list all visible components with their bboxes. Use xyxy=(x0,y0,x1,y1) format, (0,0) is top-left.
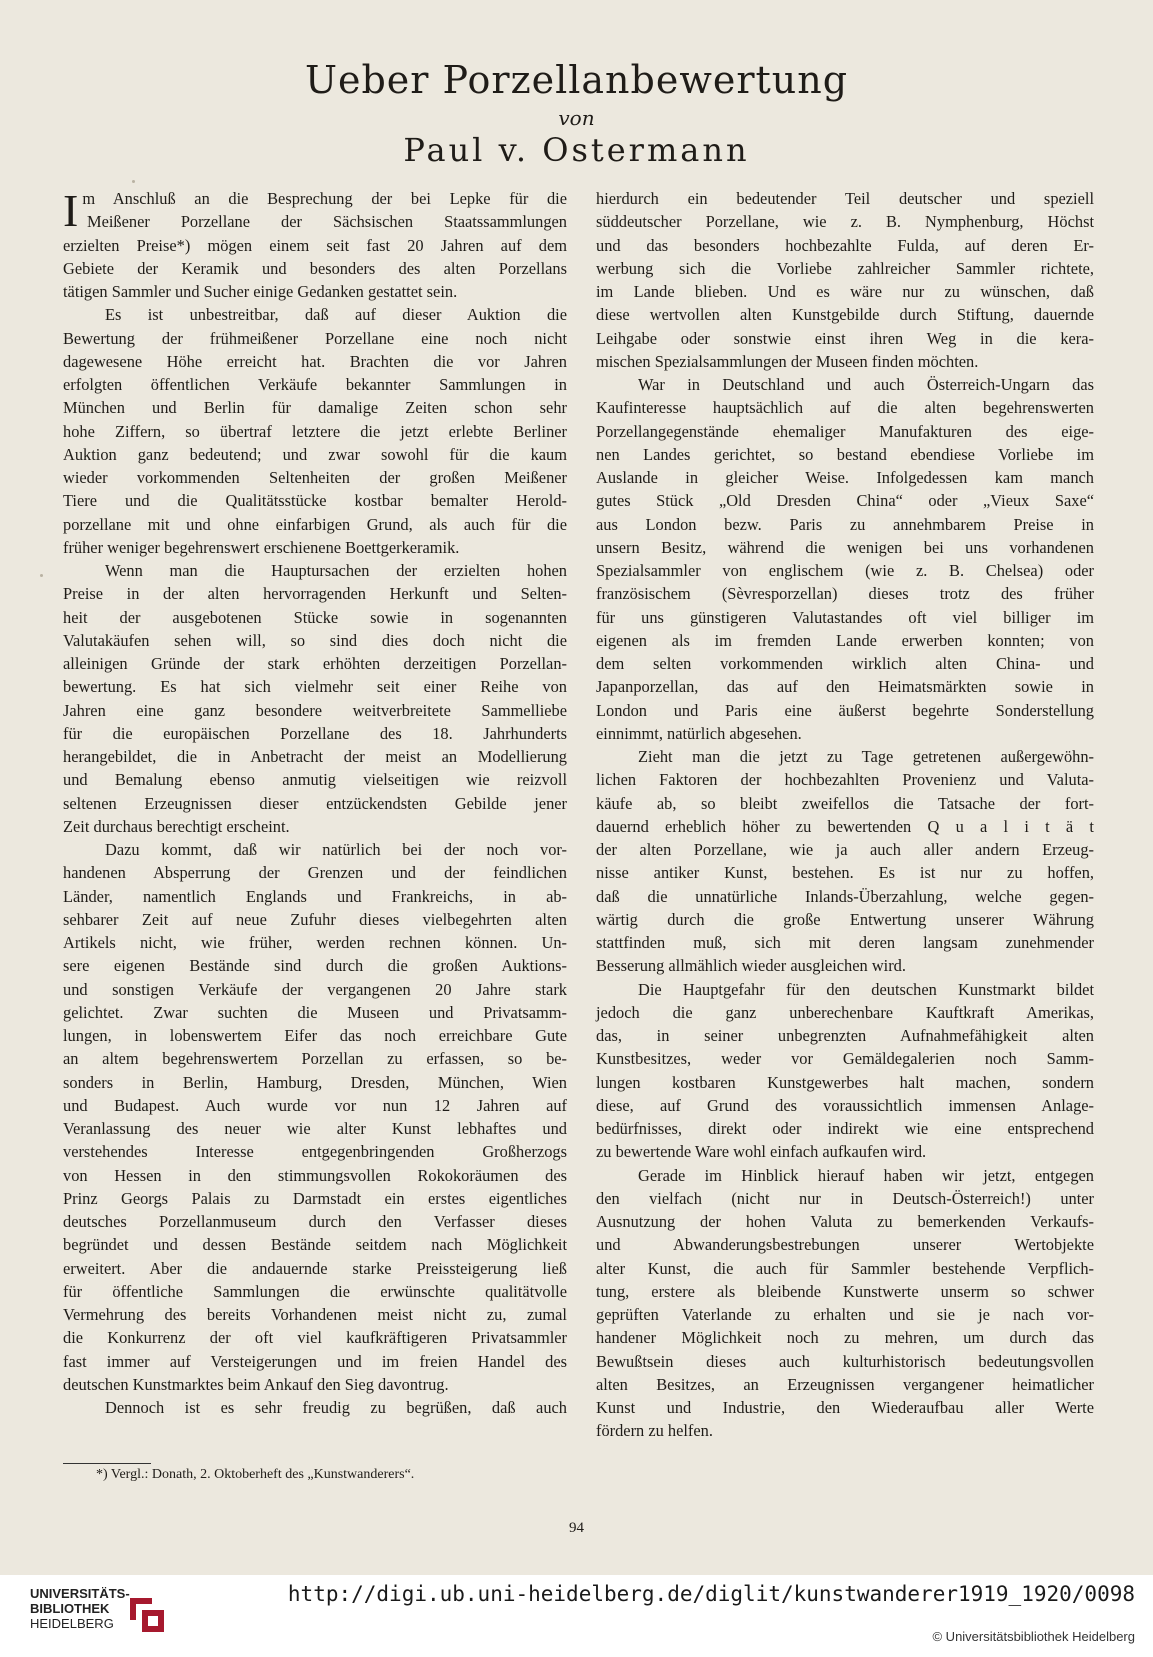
line-text: Spezialsammler von englischem (wie z. B. Chelsea) oder xyxy=(596,561,1094,580)
text-line xyxy=(596,861,1094,884)
line-text: Kaufinteresse hauptsächlich auf die alten begehrenswerten xyxy=(596,398,1094,418)
line-text: hierdurch ein bedeutender Teil deutscher und speziell xyxy=(596,189,1094,208)
line-text: erfolgten öffentlichen Verkäufe bekannter Sammlungen in xyxy=(63,375,567,394)
text-line xyxy=(63,420,567,443)
text-line xyxy=(63,350,567,373)
text-line xyxy=(63,768,567,791)
line-text: früher weniger begehrenswert erschienene Boettgerkeramik. xyxy=(63,537,460,557)
text-line xyxy=(63,1326,567,1349)
line-text: sonders in Berlin, Hamburg, Dresden, München, Wien xyxy=(63,1072,567,1092)
text-line xyxy=(596,629,1094,652)
line-text: alten Besitzes, an Erzeugnissen vergangener heimatlicher xyxy=(596,1374,1094,1394)
line-text: tung, erstere als bleibende Kunstwerte unserm so schwer xyxy=(596,1281,1094,1301)
text-line xyxy=(596,1396,1094,1419)
text-line xyxy=(596,187,1094,210)
text-line xyxy=(596,396,1094,419)
line-text: Zieht man die jetzt zu Tage getretenen außergewöhn- xyxy=(638,747,1094,766)
line-text: sere eigenen Bestände sind durch die großen Auktions- xyxy=(63,956,567,976)
scan-speck xyxy=(132,180,135,183)
line-text: sehbarer Zeit auf neue Zufuhr dieses vielbegehrten alten xyxy=(63,909,567,929)
line-text: französischem (Sèvresporzellan) dieses trotz des früher xyxy=(596,584,1094,604)
text-line xyxy=(596,699,1094,722)
text-line xyxy=(596,954,1094,977)
line-text: Prinz Georgs Palais zu Darmstadt ein erstes eigentliches xyxy=(63,1188,567,1208)
line-text: Valutakäufen sehen will, so sind dies doch nicht die xyxy=(63,630,567,650)
text-line xyxy=(596,210,1094,233)
text-line xyxy=(596,885,1094,908)
digital-library-url[interactable]: http://digi.ub.uni-heidelberg.de/diglit/kunstwanderer1919_1920/0098 xyxy=(287,1582,1135,1606)
text-line xyxy=(63,1164,567,1187)
line-text: Kunst und Industrie, den Wiederaufbau aller Werte xyxy=(596,1398,1094,1417)
text-line xyxy=(596,652,1094,675)
line-text: und sonstigen Verkäufe der vergangenen 20 Jahre stark xyxy=(63,979,567,999)
text-line xyxy=(63,978,567,1001)
text-line xyxy=(63,792,567,815)
line-text: alter Kunst, die auch für Sammler bestehende Verpflich- xyxy=(596,1258,1094,1278)
text-line xyxy=(63,606,567,629)
line-text: porzellane mit und ohne einfarbigen Grund, als auch für die xyxy=(63,514,567,534)
line-text: mischen Spezialsammlungen der Museen finden möchten. xyxy=(596,351,979,371)
text-line xyxy=(596,792,1094,815)
text-line xyxy=(596,327,1094,350)
text-line xyxy=(63,745,567,768)
line-text: Japanporzellan, das auf den Heimatsmärkten sowie in xyxy=(596,677,1094,697)
text-line xyxy=(63,582,567,605)
line-text: und Abwanderungsbestrebungen unserer Wertobjekte xyxy=(596,1235,1094,1255)
left-column xyxy=(63,187,567,1419)
text-line xyxy=(596,722,1094,745)
line-text: Veranlassung des neuer wie alter Kunst lebhaftes und xyxy=(63,1119,567,1138)
text-line xyxy=(596,280,1094,303)
line-text: War in Deutschland und auch Österreich-Ungarn das xyxy=(638,375,1094,394)
text-line xyxy=(63,466,567,489)
line-text: London und Paris eine äußerst begehrte Sonderstellung xyxy=(596,700,1094,720)
text-line xyxy=(63,861,567,884)
line-text: werbung sich die Vorliebe zahlreicher Sammler richtete, xyxy=(596,258,1094,278)
byline-von: von xyxy=(558,106,595,130)
line-text: den vielfach (nicht nur in Deutsch-Österreich!) unter xyxy=(596,1188,1094,1208)
text-line xyxy=(596,1280,1094,1303)
text-line xyxy=(596,606,1094,629)
text-line xyxy=(596,1071,1094,1094)
text-line xyxy=(63,815,567,838)
copyright-notice: © Universitätsbibliothek Heidelberg xyxy=(932,1629,1135,1644)
text-line xyxy=(63,629,567,652)
text-line xyxy=(63,489,567,512)
line-text: die Konkurrenz der oft viel kaufkräftigeren Privatsammler xyxy=(63,1328,567,1348)
line-text: tätigen Sammler und Sucher einige Gedanken gestattet sein. xyxy=(63,282,458,301)
footnote: *) Vergl.: Donath, 2. Oktoberheft des „Kunstwanderers“. xyxy=(96,1467,415,1482)
line-text: Gerade im Hinblick hierauf haben wir jetzt, entgegen xyxy=(638,1165,1094,1185)
line-text: Auktion ganz bedeutend; und zwar sowohl für die kaum xyxy=(63,444,567,464)
text-line xyxy=(596,1326,1094,1349)
line-text: handenen Absperrung der Grenzen und der feindlichen xyxy=(63,863,567,883)
line-text: Bewertung der frühmeißener Porzellane eine noch nicht xyxy=(63,328,567,348)
text-line xyxy=(596,1187,1094,1210)
text-line xyxy=(596,513,1094,536)
line-text: Ausnutzung der hohen Valuta zu bemerkenden Verkaufs- xyxy=(596,1212,1094,1231)
text-line xyxy=(63,699,567,722)
text-line xyxy=(63,1187,567,1210)
line-text: Es ist unbestreitbar, daß auf dieser Auktion die xyxy=(105,305,567,325)
line-text: Dennoch ist es sehr freudig zu begrüßen, daß auch xyxy=(105,1398,567,1417)
text-line xyxy=(63,675,567,698)
text-line xyxy=(63,1233,567,1256)
line-text: stattfinden muß, sich mit deren langsam zunehmender xyxy=(596,933,1094,952)
line-text: herangebildet, die in Anbetracht der meist an Modellierung xyxy=(63,747,567,766)
text-line xyxy=(596,257,1094,280)
drop-cap: I xyxy=(63,185,79,236)
line-text: für die europäischen Porzellane des 18. Jahrhunderts xyxy=(63,723,567,743)
line-text: Porzellangegenstände ehemaliger Manufakturen des eige- xyxy=(596,421,1094,441)
line-text: Bewußtsein dieses auch kulturhistorisch bedeutungsvollen xyxy=(596,1351,1094,1371)
text-line xyxy=(63,443,567,466)
line-text: und das besonders hochbezahlte Fulda, auf deren Er- xyxy=(596,235,1094,255)
line-text: lungen, in lobenswertem Eifer das noch erreichbare Gute xyxy=(63,1026,567,1045)
text-line xyxy=(63,1350,567,1373)
library-name xyxy=(30,1586,130,1631)
text-line xyxy=(63,280,567,303)
line-text: Wenn man die Hauptursachen der erzielten hohen xyxy=(105,561,567,580)
line-text: München und Berlin für damalige Zeiten schon sehr xyxy=(63,398,567,418)
line-text: Länder, namentlich Englands und Frankreichs, in ab- xyxy=(63,886,567,906)
line-text: zu bewertende Ware wohl einfach aufkaufen wird. xyxy=(596,1142,927,1162)
line-text: erweitert. Aber die andauernde starke Preissteigerung ließ xyxy=(63,1258,567,1278)
line-text: bedürfnisses, direkt oder indirekt wie eine entsprechend xyxy=(596,1119,1094,1138)
text-line xyxy=(63,1373,567,1396)
line-text: Die Hauptgefahr für den deutschen Kunstmarkt bildet xyxy=(638,979,1094,999)
library-line: BIBLIOTHEK xyxy=(30,1601,110,1616)
text-line xyxy=(596,489,1094,512)
line-text: Leihgabe oder sonstwie einst ihren Weg in die kera- xyxy=(596,328,1094,348)
text-line xyxy=(63,1280,567,1303)
line-text: unsern Besitz, während die wenigen bei uns vorhandenen xyxy=(596,537,1094,557)
text-line xyxy=(63,513,567,536)
text-line xyxy=(63,1047,567,1070)
text-line xyxy=(596,1419,1094,1442)
text-line xyxy=(596,466,1094,489)
text-line xyxy=(63,1303,567,1326)
text-line xyxy=(63,1396,567,1419)
text-line xyxy=(596,443,1094,466)
text-line xyxy=(63,303,567,326)
line-text: und Bemalung ebenso anmutig vielseitigen wie reizvoll xyxy=(63,770,567,790)
line-text: verstehendes Interesse entgegenbringenden Großherzogs xyxy=(63,1142,567,1162)
text-line xyxy=(596,1001,1094,1024)
text-line xyxy=(596,1257,1094,1280)
text-line xyxy=(596,1047,1094,1070)
line-text: fördern zu helfen. xyxy=(596,1421,713,1441)
text-line xyxy=(63,1001,567,1024)
line-text: lichen Faktoren der hochbezahlten Provenienz und Valuta- xyxy=(596,770,1094,790)
line-text: jedoch die ganz unberechenbare Kauftkraft Amerikas, xyxy=(596,1002,1094,1022)
text-line xyxy=(596,559,1094,582)
text-line xyxy=(596,745,1094,768)
line-text: Jahren eine ganz besondere weitverbreitete Sammelliebe xyxy=(63,700,567,720)
library-line: HEIDELBERG xyxy=(30,1616,114,1631)
line-text: alleinigen Gründe der stark erhöhten derzeitigen Porzellan- xyxy=(63,654,567,673)
line-text: dem selten vorkommenden wirklich alten China- und xyxy=(596,654,1094,673)
text-line xyxy=(596,815,1094,838)
text-line xyxy=(63,373,567,396)
line-text: für uns günstigeren Valutastandes oft viel billiger im xyxy=(596,607,1094,627)
line-text: und Budapest. Auch wurde vor nun 12 Jahren auf xyxy=(63,1095,567,1115)
line-text: an altem begehrenswertem Porzellan zu erfassen, so be- xyxy=(63,1049,567,1069)
text-line xyxy=(63,327,567,350)
text-line xyxy=(63,257,567,280)
line-text: für öffentliche Sammlungen die erwünschte qualitätvolle xyxy=(63,1281,567,1301)
text-line xyxy=(596,1024,1094,1047)
line-text: seltenen Erzeugnissen dieser entzückendsten Gebilde jener xyxy=(63,793,567,813)
line-text: erzielten Preise*) mögen einem seit fast 20 Jahren auf dem xyxy=(63,235,567,255)
line-text: im Lande blieben. Und es wäre nur zu wünschen, daß xyxy=(596,282,1094,301)
text-line xyxy=(596,1373,1094,1396)
text-line xyxy=(63,838,567,861)
line-text: Tiere und die Qualitätsstücke kostbar bemalter Herold- xyxy=(63,491,567,511)
scan-speck xyxy=(40,574,43,577)
text-line xyxy=(63,954,567,977)
text-line xyxy=(63,722,567,745)
line-text: Gebiete der Keramik und besonders des alten Porzellans xyxy=(63,258,567,278)
text-line xyxy=(596,582,1094,605)
text-line xyxy=(596,1117,1094,1140)
text-line xyxy=(63,396,567,419)
line-text: Vermehrung des bereits Vorhandenen meist nicht zu, zumal xyxy=(63,1305,567,1324)
line-text: heit der ausgebotenen Stücke sowie in sogenannten xyxy=(63,607,567,627)
text-line xyxy=(596,931,1094,954)
line-text: käufe ab, so bleibt zweifellos die Tatsache der fort- xyxy=(596,793,1094,813)
line-text: eigenen als im fremden Lande erwerben konnten; von xyxy=(596,630,1094,650)
right-column xyxy=(596,187,1094,1443)
line-text: nen Landes gerichtet, so bestand ebendiese Vorliebe im xyxy=(596,444,1094,464)
line-text: fast immer auf Versteigerungen und im freien Handel des xyxy=(63,1351,567,1371)
line-text: das, in seiner unbegrenzten Aufnahmefähigkeit alten xyxy=(596,1026,1094,1045)
text-line xyxy=(63,559,567,582)
line-text: von Hessen in den stimmungsvollen Rokokoräumen des xyxy=(63,1165,567,1185)
library-line: UNIVERSITÄTS- xyxy=(30,1586,130,1601)
text-line xyxy=(596,908,1094,931)
text-line xyxy=(63,1140,567,1163)
text-line xyxy=(596,1350,1094,1373)
text-line xyxy=(596,1140,1094,1163)
line-text: geprüften Vaterlande zu erhalten und sie je nach vor- xyxy=(596,1305,1094,1324)
text-line xyxy=(63,931,567,954)
text-line xyxy=(63,1024,567,1047)
line-text: handener Möglichkeit noch zu mehren, um durch das xyxy=(596,1328,1094,1348)
line-text: Auslande in gleicher Weise. Infolgedessen kam manch xyxy=(596,468,1094,487)
text-line xyxy=(596,303,1094,326)
line-text: Artikels nicht, wie früher, werden rechnen können. Un- xyxy=(63,933,567,952)
line-text: Besserung allmählich wieder ausgleichen wird. xyxy=(596,956,906,976)
line-text: bewertung. Es hat sich vielmehr seit einer Reihe von xyxy=(63,677,567,697)
line-text: Dazu kommt, daß wir natürlich bei der noch vor- xyxy=(105,840,567,859)
article-title: Ueber Porzellanbewertung xyxy=(304,58,849,102)
line-text: diese wertvollen alten Kunstgebilde durch Stiftung, dauernde xyxy=(596,305,1094,325)
line-text: nisse antiker Kunst, bestehen. Es ist nur zu hoffen, xyxy=(596,863,1094,883)
text-line xyxy=(596,978,1094,1001)
line-text: diese, auf Grund des voraussichtlich immensen Anlage- xyxy=(596,1095,1094,1115)
text-line xyxy=(63,885,567,908)
text-line xyxy=(596,420,1094,443)
line-text: hohe Ziffern, so übertraf letztere die jetzt erlebte Berliner xyxy=(63,421,567,441)
text-line xyxy=(596,768,1094,791)
line-text: Meißener Porzellane der Sächsischen Staatssammlungen xyxy=(87,212,567,232)
text-line xyxy=(63,1071,567,1094)
line-text: gelichtet. Zwar suchten die Museen und Privatsamm- xyxy=(63,1002,567,1022)
text-line xyxy=(596,1094,1094,1117)
library-logo[interactable] xyxy=(30,1586,210,1644)
line-text: aus London bezw. Paris zu annehmbarem Preise in xyxy=(596,514,1094,534)
text-line xyxy=(63,234,567,257)
line-text: Zeit durchaus berechtigt erscheint. xyxy=(63,816,290,836)
text-line xyxy=(63,1094,567,1117)
line-text: einnimmt, natürlich abgesehen. xyxy=(596,723,802,743)
line-text: Preise in der alten hervorragenden Herkunft und Selten- xyxy=(63,584,567,604)
text-line xyxy=(596,1233,1094,1256)
footnote-rule xyxy=(63,1463,151,1464)
line-text: Kunstbesitzes, weder vor Gemäldegalerien noch Samm- xyxy=(596,1049,1094,1069)
text-line xyxy=(63,1117,567,1140)
line-text: deutsches Porzellanmuseum durch den Verfasser dieses xyxy=(63,1212,567,1231)
text-line xyxy=(596,234,1094,257)
text-line xyxy=(596,1164,1094,1187)
line-text: süddeutscher Porzellane, wie z. B. Nymphenburg, Höchst xyxy=(596,212,1094,232)
line-text: begründet und dessen Bestände seitdem nach Möglichkeit xyxy=(63,1235,567,1255)
text-line xyxy=(596,350,1094,373)
line-text: dauernd erheblich höher zu bewertenden Q u a l i t ä t xyxy=(596,816,1094,836)
text-line xyxy=(63,908,567,931)
text-line xyxy=(63,536,567,559)
text-line xyxy=(63,1257,567,1280)
line-text: gutes Stück „Old Dresden China“ oder „Vieux Saxe“ xyxy=(596,491,1094,511)
text-line xyxy=(596,1303,1094,1326)
text-line xyxy=(63,1210,567,1233)
line-text: m Anschluß an die Besprechung der bei Lepke für die xyxy=(82,189,567,208)
line-text: dagewesene Höhe erreicht hat. Brachten die vor Jahren xyxy=(63,351,567,371)
line-text: wärtig durch die große Entwertung unserer Währung xyxy=(596,909,1094,929)
line-text: lungen kostbaren Kunstgewerbes halt machen, sondern xyxy=(596,1072,1094,1092)
text-line xyxy=(63,652,567,675)
line-text: wieder vorkommenden Seltenheiten der großen Meißener xyxy=(63,468,567,487)
text-line xyxy=(63,210,567,233)
article-author: Paul v. Ostermann xyxy=(403,131,750,169)
text-line xyxy=(596,838,1094,861)
text-line xyxy=(596,373,1094,396)
line-text: der alten Porzellane, wie ja auch aller andern Erzeug- xyxy=(596,840,1094,859)
page-number: 94 xyxy=(569,1520,584,1536)
text-line xyxy=(596,675,1094,698)
ub-logo-icon xyxy=(122,1590,172,1640)
text-line xyxy=(596,1210,1094,1233)
text-line xyxy=(596,536,1094,559)
line-text: daß die unnatürliche Inlands-Überzahlung, welche gegen- xyxy=(596,886,1094,906)
line-text: deutschen Kunstmarktes beim Ankauf den Sieg davontrug. xyxy=(63,1374,449,1394)
